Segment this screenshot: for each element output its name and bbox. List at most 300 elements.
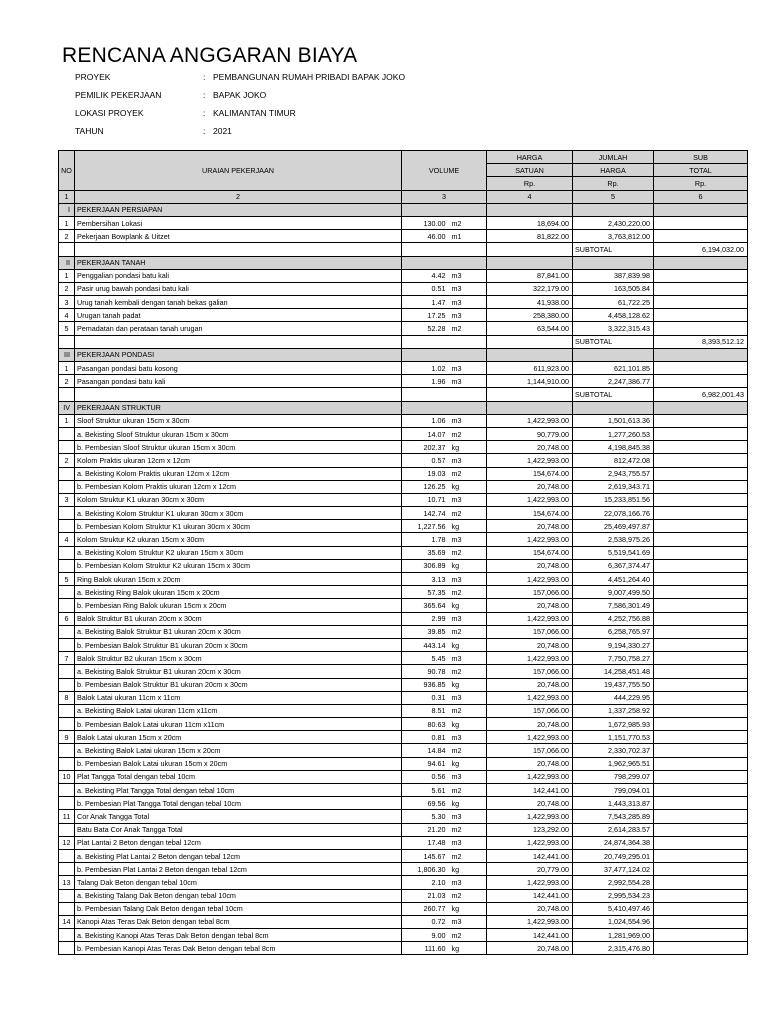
item-unit: m2 <box>448 929 487 942</box>
item-unit: kg <box>448 902 487 915</box>
item-number <box>59 823 75 836</box>
item-number: 11 <box>59 810 75 823</box>
item-amount: 2,330,702.37 <box>573 744 654 757</box>
item-unit: kg <box>448 942 487 955</box>
item-subtotal <box>654 599 748 612</box>
info-separator: : <box>203 72 206 82</box>
unit-cell <box>448 256 487 269</box>
volume-cell <box>402 348 448 361</box>
item-description: Kolom Struktur K2 ukuran 15cm x 30cm <box>75 533 402 546</box>
item-unit-price: 41,938.00 <box>487 296 573 309</box>
item-subtotal <box>654 638 748 651</box>
item-description: Penggalian pondasi batu kali <box>75 269 402 282</box>
item-number <box>59 889 75 902</box>
no-cell <box>59 388 75 401</box>
item-number: 13 <box>59 876 75 889</box>
section-title: PEKERJAAN PERSIAPAN <box>75 203 402 216</box>
item-unit-price: 1,422,993.00 <box>487 836 573 849</box>
volume-cell <box>402 388 448 401</box>
item-subtotal <box>654 362 748 375</box>
item-row <box>59 230 748 243</box>
item-subtotal <box>654 836 748 849</box>
item-description: a. Bekisting Plat Lantai 2 Beton dengan tebal 12cm <box>75 849 402 862</box>
item-subtotal <box>654 704 748 717</box>
item-volume: 39.85 <box>402 625 448 638</box>
item-row <box>59 889 748 902</box>
item-number: 1 <box>59 362 75 375</box>
item-subtotal <box>654 612 748 625</box>
item-unit: kg <box>448 797 487 810</box>
item-description: Pemadatan dan perataan tanah urugan <box>75 322 402 335</box>
item-amount: 1,443,313.87 <box>573 797 654 810</box>
item-unit-price: 157,066.00 <box>487 625 573 638</box>
item-amount: 2,247,386.77 <box>573 375 654 388</box>
subtotal-cell <box>654 401 748 414</box>
item-amount: 2,315,476.80 <box>573 942 654 955</box>
item-amount: 4,252,756.88 <box>573 612 654 625</box>
subtotal-label: SUBTOTAL <box>573 388 654 401</box>
item-unit: m3 <box>448 269 487 282</box>
item-volume: 17.48 <box>402 836 448 849</box>
item-unit: m2 <box>448 889 487 902</box>
item-number <box>59 849 75 862</box>
item-description: a. Bekisting Talang Dak Beton dengan tebal 10cm <box>75 889 402 902</box>
header-harga-1: HARGA <box>487 151 573 164</box>
item-unit: m2 <box>448 784 487 797</box>
item-volume: 126.25 <box>402 480 448 493</box>
item-number: 1 <box>59 216 75 229</box>
item-amount: 4,451,264.40 <box>573 573 654 586</box>
item-amount: 14,258,451.48 <box>573 665 654 678</box>
item-unit-price: 157,066.00 <box>487 586 573 599</box>
item-volume: 2.10 <box>402 876 448 889</box>
volume-cell <box>402 401 448 414</box>
item-row <box>59 770 748 783</box>
item-amount: 2,614,283.57 <box>573 823 654 836</box>
info-separator: : <box>203 108 206 118</box>
item-amount: 2,430,220.00 <box>573 216 654 229</box>
item-unit: m3 <box>448 533 487 546</box>
subtotal-cell <box>654 256 748 269</box>
item-volume: 0.51 <box>402 282 448 295</box>
item-unit: m3 <box>448 282 487 295</box>
header-uraian: URAIAN PEKERJAAN <box>75 151 402 191</box>
item-unit-price: 20,748.00 <box>487 441 573 454</box>
item-number <box>59 902 75 915</box>
item-unit-price: 1,422,993.00 <box>487 876 573 889</box>
item-amount: 1,151,770.53 <box>573 731 654 744</box>
subtotal-cell <box>654 348 748 361</box>
item-number: 12 <box>59 836 75 849</box>
item-unit-price: 142,441.00 <box>487 784 573 797</box>
item-unit-price: 20,748.00 <box>487 559 573 572</box>
unit-cell <box>448 348 487 361</box>
item-description: Pembersihan Lokasi <box>75 216 402 229</box>
subtotal-label: SUBTOTAL <box>573 243 654 256</box>
item-unit: m2 <box>448 507 487 520</box>
item-row <box>59 269 748 282</box>
item-volume: 443.14 <box>402 638 448 651</box>
item-volume: 57.35 <box>402 586 448 599</box>
item-amount: 1,277,260.53 <box>573 427 654 440</box>
item-subtotal <box>654 441 748 454</box>
item-subtotal <box>654 467 748 480</box>
item-subtotal <box>654 375 748 388</box>
item-subtotal <box>654 507 748 520</box>
item-number <box>59 718 75 731</box>
amount-cell <box>573 348 654 361</box>
item-row <box>59 876 748 889</box>
item-amount: 61,722.25 <box>573 296 654 309</box>
item-number <box>59 467 75 480</box>
item-amount: 2,995,534.23 <box>573 889 654 902</box>
price-cell <box>487 243 573 256</box>
item-unit: m3 <box>448 691 487 704</box>
no-cell <box>59 335 75 348</box>
item-number <box>59 441 75 454</box>
header-jumlah-1: JUMLAH <box>573 151 654 164</box>
item-volume: 1.96 <box>402 375 448 388</box>
item-row <box>59 942 748 955</box>
item-unit: m2 <box>448 322 487 335</box>
item-volume: 0.56 <box>402 770 448 783</box>
item-amount: 9,194,330.27 <box>573 638 654 651</box>
item-amount: 2,992,554.28 <box>573 876 654 889</box>
item-subtotal <box>654 942 748 955</box>
item-subtotal <box>654 282 748 295</box>
item-number: 1 <box>59 269 75 282</box>
item-amount: 20,749,295.01 <box>573 849 654 862</box>
item-unit: kg <box>448 480 487 493</box>
item-subtotal <box>654 718 748 731</box>
item-subtotal <box>654 652 748 665</box>
item-unit-price: 1,422,993.00 <box>487 533 573 546</box>
item-unit-price: 1,422,993.00 <box>487 810 573 823</box>
item-volume: 142.74 <box>402 507 448 520</box>
item-volume: 1.06 <box>402 414 448 427</box>
item-unit-price: 611,923.00 <box>487 362 573 375</box>
section-title: PEKERJAAN STRUKTUR <box>75 401 402 414</box>
item-unit: m3 <box>448 915 487 928</box>
item-volume: 80.63 <box>402 718 448 731</box>
item-amount: 2,619,343.71 <box>573 480 654 493</box>
item-subtotal <box>654 915 748 928</box>
item-volume: 1.02 <box>402 362 448 375</box>
item-volume: 1,227.56 <box>402 520 448 533</box>
section-title: PEKERJAAN TANAH <box>75 256 402 269</box>
item-volume: 46.00 <box>402 230 448 243</box>
item-number: 3 <box>59 296 75 309</box>
item-number: 8 <box>59 691 75 704</box>
item-unit: m3 <box>448 296 487 309</box>
item-unit: kg <box>448 718 487 731</box>
item-unit-price: 1,422,993.00 <box>487 652 573 665</box>
item-unit: m3 <box>448 876 487 889</box>
item-unit: m3 <box>448 309 487 322</box>
item-unit-price: 1,422,993.00 <box>487 573 573 586</box>
unit-cell <box>448 401 487 414</box>
info-label: TAHUN <box>75 126 104 136</box>
item-amount: 7,750,758.27 <box>573 652 654 665</box>
item-unit-price: 142,441.00 <box>487 849 573 862</box>
item-subtotal <box>654 784 748 797</box>
item-description: Pasangan pondasi batu kali <box>75 375 402 388</box>
item-unit: kg <box>448 638 487 651</box>
item-unit-price: 322,179.00 <box>487 282 573 295</box>
item-unit-price: 157,066.00 <box>487 744 573 757</box>
item-volume: 14.07 <box>402 427 448 440</box>
item-unit: m3 <box>448 375 487 388</box>
item-subtotal <box>654 757 748 770</box>
item-row <box>59 480 748 493</box>
item-number <box>59 625 75 638</box>
item-number <box>59 665 75 678</box>
section-row <box>59 256 748 269</box>
item-subtotal <box>654 823 748 836</box>
item-unit-price: 1,422,993.00 <box>487 414 573 427</box>
subtotal-row <box>59 243 748 256</box>
item-description: a. Bekisting Ring Balok ukuran 15cm x 20cm <box>75 586 402 599</box>
item-unit-price: 1,422,993.00 <box>487 612 573 625</box>
item-volume: 35.69 <box>402 546 448 559</box>
item-subtotal <box>654 269 748 282</box>
item-volume: 9.00 <box>402 929 448 942</box>
subtotal-value: 6,194,032.00 <box>654 243 748 256</box>
item-amount: 4,458,128.62 <box>573 309 654 322</box>
info-label: PEMILIK PEKERJAAN <box>75 90 162 100</box>
item-unit: kg <box>448 599 487 612</box>
item-subtotal <box>654 678 748 691</box>
item-number <box>59 427 75 440</box>
item-amount: 15,233,851.56 <box>573 493 654 506</box>
item-unit-price: 20,748.00 <box>487 520 573 533</box>
item-unit: m2 <box>448 546 487 559</box>
item-volume: 2.99 <box>402 612 448 625</box>
item-description: Pasangan pondasi batu kosong <box>75 362 402 375</box>
item-volume: 0.72 <box>402 915 448 928</box>
item-description: a. Bekisting Balok Struktur B1 ukuran 20cm x 30cm <box>75 625 402 638</box>
item-number <box>59 586 75 599</box>
item-description: b. Pembesian Balok Struktur B1 ukuran 20cm x 30cm <box>75 638 402 651</box>
item-number: 2 <box>59 375 75 388</box>
item-amount: 5,519,541.69 <box>573 546 654 559</box>
item-volume: 19.03 <box>402 467 448 480</box>
unit-cell <box>448 388 487 401</box>
item-unit-price: 18,694.00 <box>487 216 573 229</box>
item-number <box>59 929 75 942</box>
item-subtotal <box>654 691 748 704</box>
item-unit-price: 1,144,910.00 <box>487 375 573 388</box>
item-volume: 306.89 <box>402 559 448 572</box>
item-volume: 202.37 <box>402 441 448 454</box>
item-row <box>59 612 748 625</box>
item-volume: 130.00 <box>402 216 448 229</box>
item-unit-price: 154,674.00 <box>487 507 573 520</box>
item-subtotal <box>654 546 748 559</box>
item-number <box>59 784 75 797</box>
item-unit-price: 63,544.00 <box>487 322 573 335</box>
info-value: 2021 <box>213 126 232 136</box>
info-value: PEMBANGUNAN RUMAH PRIBADI BAPAK JOKO <box>213 72 406 82</box>
item-row <box>59 704 748 717</box>
item-number: 2 <box>59 230 75 243</box>
item-unit-price: 20,748.00 <box>487 718 573 731</box>
item-row <box>59 810 748 823</box>
subtotal-label: SUBTOTAL <box>573 335 654 348</box>
item-unit-price: 20,748.00 <box>487 678 573 691</box>
item-unit-price: 20,748.00 <box>487 480 573 493</box>
desc-cell <box>75 388 402 401</box>
item-volume: 936.85 <box>402 678 448 691</box>
header-jumlah-2: HARGA <box>573 164 654 177</box>
item-unit-price: 20,748.00 <box>487 902 573 915</box>
item-row <box>59 915 748 928</box>
item-subtotal <box>654 216 748 229</box>
item-unit: m2 <box>448 704 487 717</box>
item-number: 2 <box>59 282 75 295</box>
item-description: Plat Lantai 2 Beton dengan tebal 12cm <box>75 836 402 849</box>
item-amount: 3,763,812.00 <box>573 230 654 243</box>
item-unit-price: 20,748.00 <box>487 942 573 955</box>
item-row <box>59 573 748 586</box>
item-number: 7 <box>59 652 75 665</box>
subtotal-row <box>59 335 748 348</box>
item-description: Kanopi Atas Teras Dak Beton dengan tebal 8cm <box>75 915 402 928</box>
col-number-5: 5 <box>573 190 654 203</box>
item-unit-price: 90,779.00 <box>487 427 573 440</box>
item-number <box>59 507 75 520</box>
item-unit: kg <box>448 863 487 876</box>
item-unit: m2 <box>448 427 487 440</box>
item-row <box>59 414 748 427</box>
item-unit-price: 1,422,993.00 <box>487 691 573 704</box>
item-description: Balok Struktur B1 ukuran 20cm x 30cm <box>75 612 402 625</box>
item-subtotal <box>654 533 748 546</box>
price-cell <box>487 401 573 414</box>
item-unit: m3 <box>448 493 487 506</box>
section-number: III <box>59 348 75 361</box>
item-unit: m3 <box>448 454 487 467</box>
item-row <box>59 836 748 849</box>
item-description: Kolom Struktur K1 ukuran 30cm x 30cm <box>75 493 402 506</box>
item-amount: 25,469,497.87 <box>573 520 654 533</box>
item-row <box>59 638 748 651</box>
item-unit: m2 <box>448 823 487 836</box>
item-subtotal <box>654 929 748 942</box>
item-volume: 1,806.30 <box>402 863 448 876</box>
item-number <box>59 797 75 810</box>
item-volume: 90.78 <box>402 665 448 678</box>
amount-cell <box>573 203 654 216</box>
col-number-3: 3 <box>402 190 487 203</box>
info-value: KALIMANTAN TIMUR <box>213 108 296 118</box>
desc-cell <box>75 243 402 256</box>
item-amount: 19,437,755.50 <box>573 678 654 691</box>
item-amount: 1,337,258.92 <box>573 704 654 717</box>
item-description: a. Bekisting Balok Latai ukuran 15cm x 20cm <box>75 744 402 757</box>
item-description: a. Bekisting Kanopi Atas Teras Dak Beton dengan tebal 8cm <box>75 929 402 942</box>
amount-cell <box>573 256 654 269</box>
item-subtotal <box>654 744 748 757</box>
item-volume: 52.28 <box>402 322 448 335</box>
item-row <box>59 678 748 691</box>
item-description: Urug tanah kembali dengan tanah bekas galian <box>75 296 402 309</box>
item-row <box>59 427 748 440</box>
item-row <box>59 309 748 322</box>
item-row <box>59 757 748 770</box>
item-amount: 6,258,765.97 <box>573 625 654 638</box>
item-unit: m2 <box>448 665 487 678</box>
item-subtotal <box>654 414 748 427</box>
item-description: a. Bekisting Kolom Praktis ukuran 12cm x 12cm <box>75 467 402 480</box>
item-row <box>59 216 748 229</box>
item-number: 10 <box>59 770 75 783</box>
item-volume: 4.42 <box>402 269 448 282</box>
item-unit: m3 <box>448 573 487 586</box>
item-volume: 0.31 <box>402 691 448 704</box>
item-number: 4 <box>59 533 75 546</box>
item-subtotal <box>654 520 748 533</box>
item-number <box>59 678 75 691</box>
item-subtotal <box>654 797 748 810</box>
item-row <box>59 744 748 757</box>
item-description: Cor Anak Tangga Total <box>75 810 402 823</box>
unit-cell <box>448 203 487 216</box>
item-row <box>59 797 748 810</box>
item-volume: 0.81 <box>402 731 448 744</box>
item-volume: 14.84 <box>402 744 448 757</box>
volume-cell <box>402 335 448 348</box>
item-description: b. Pembesian Balok Latai ukuran 15cm x 20cm <box>75 757 402 770</box>
item-number <box>59 480 75 493</box>
item-subtotal <box>654 849 748 862</box>
budget-table <box>58 150 748 955</box>
col-number-1: 1 <box>59 190 75 203</box>
item-subtotal <box>654 665 748 678</box>
item-description: Pasir urug bawah pondasi batu kali <box>75 282 402 295</box>
item-amount: 7,586,301.49 <box>573 599 654 612</box>
item-unit: kg <box>448 441 487 454</box>
item-volume: 69.56 <box>402 797 448 810</box>
price-cell <box>487 348 573 361</box>
item-amount: 798,299.07 <box>573 770 654 783</box>
col-number-2: 2 <box>75 190 402 203</box>
item-row <box>59 362 748 375</box>
item-subtotal <box>654 770 748 783</box>
item-amount: 387,839.98 <box>573 269 654 282</box>
item-unit-price: 157,066.00 <box>487 704 573 717</box>
item-volume: 21.03 <box>402 889 448 902</box>
subtotal-row <box>59 388 748 401</box>
item-unit: m3 <box>448 810 487 823</box>
item-description: Talang Dak Beton dengan tebal 10cm <box>75 876 402 889</box>
item-description: b. Pembesian Talang Dak Beton dengan tebal 10cm <box>75 902 402 915</box>
item-description: a. Bekisting Balok Struktur B1 ukuran 20cm x 30cm <box>75 665 402 678</box>
item-description: a. Bekisting Balok Latai ukuran 11cm x11cm <box>75 704 402 717</box>
subtotal-value: 8,393,512.12 <box>654 335 748 348</box>
item-row <box>59 493 748 506</box>
item-description: Balok Struktur B2 ukuran 15cm x 30cm <box>75 652 402 665</box>
item-volume: 17.25 <box>402 309 448 322</box>
item-number <box>59 546 75 559</box>
info-label: LOKASI PROYEK <box>75 108 144 118</box>
item-description: b. Pembesian Kolom Struktur K2 ukuran 15cm x 30cm <box>75 559 402 572</box>
item-description: Balok Latai ukuran 15cm x 20cm <box>75 731 402 744</box>
item-subtotal <box>654 902 748 915</box>
item-number <box>59 744 75 757</box>
unit-cell <box>448 243 487 256</box>
item-unit: m3 <box>448 836 487 849</box>
